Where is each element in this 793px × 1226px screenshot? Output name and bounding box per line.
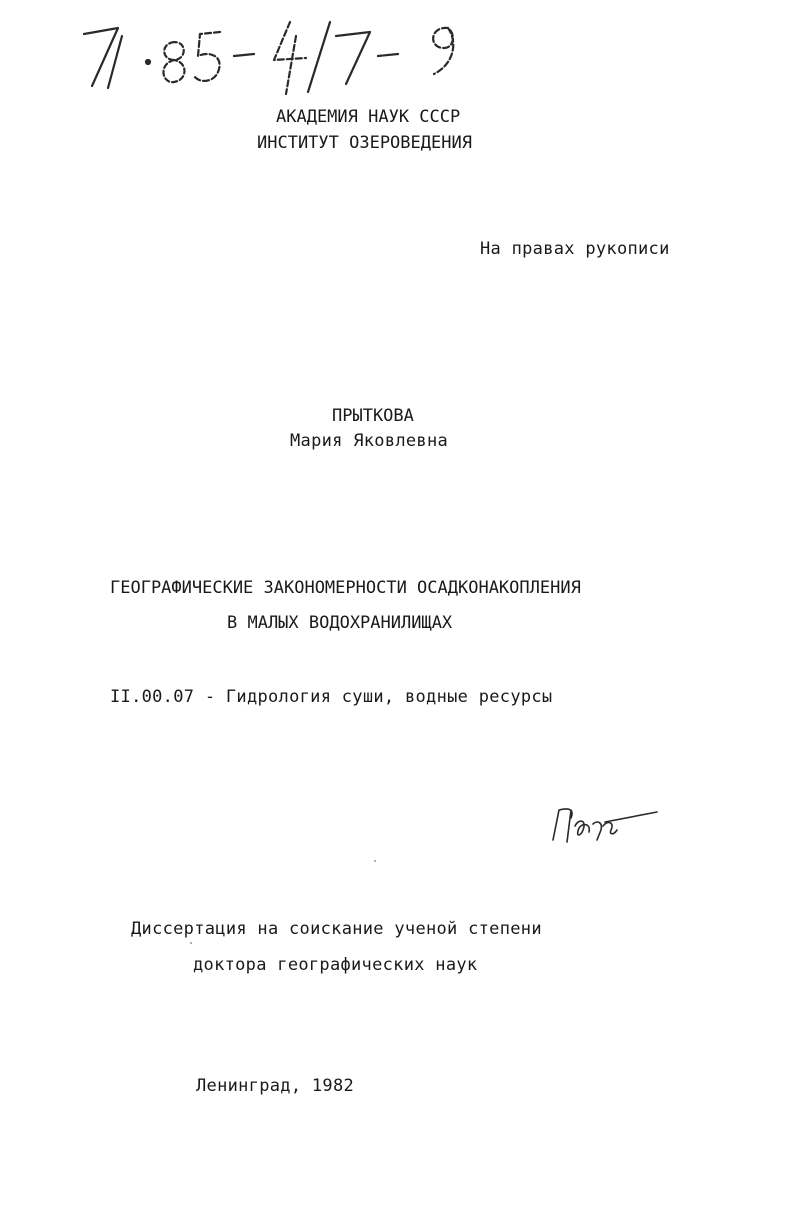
thesis-title-line-2: В МАЛЫХ ВОДОХРАНИЛИЩАХ — [227, 613, 453, 633]
specialty-code: II.00.07 - Гидрология суши, водные ресурсы — [110, 687, 553, 707]
manuscript-rights-note: На правах рукописи — [480, 239, 670, 259]
thesis-title-line-1: ГЕОГРАФИЧЕСКИЕ ЗАКОНОМЕРНОСТИ ОСАДКОНАКОПЛЕНИЯ — [110, 578, 581, 598]
author-given-names: Мария Яковлевна — [290, 431, 449, 451]
author-signature — [545, 800, 665, 850]
scan-speck — [190, 942, 192, 944]
svg-text:Прыт: Прыт — [545, 800, 548, 801]
degree-statement-line-1: Диссертация на соискание ученой степени — [131, 919, 542, 939]
institute-name: ИНСТИТУТ ОЗЕРОВЕДЕНИЯ — [257, 133, 472, 153]
degree-statement-line-2: доктора географических наук — [193, 955, 478, 975]
place-and-year: Ленинград, 1982 — [196, 1076, 355, 1096]
scan-speck — [374, 860, 376, 862]
svg-text:71·85-4/7-9: 71·85-4/7-9 — [78, 12, 85, 13]
academy-name: АКАДЕМИЯ НАУК СССР — [276, 107, 461, 127]
author-surname: ПРЫТКОВА — [332, 406, 414, 426]
handwritten-archive-code — [78, 12, 498, 102]
